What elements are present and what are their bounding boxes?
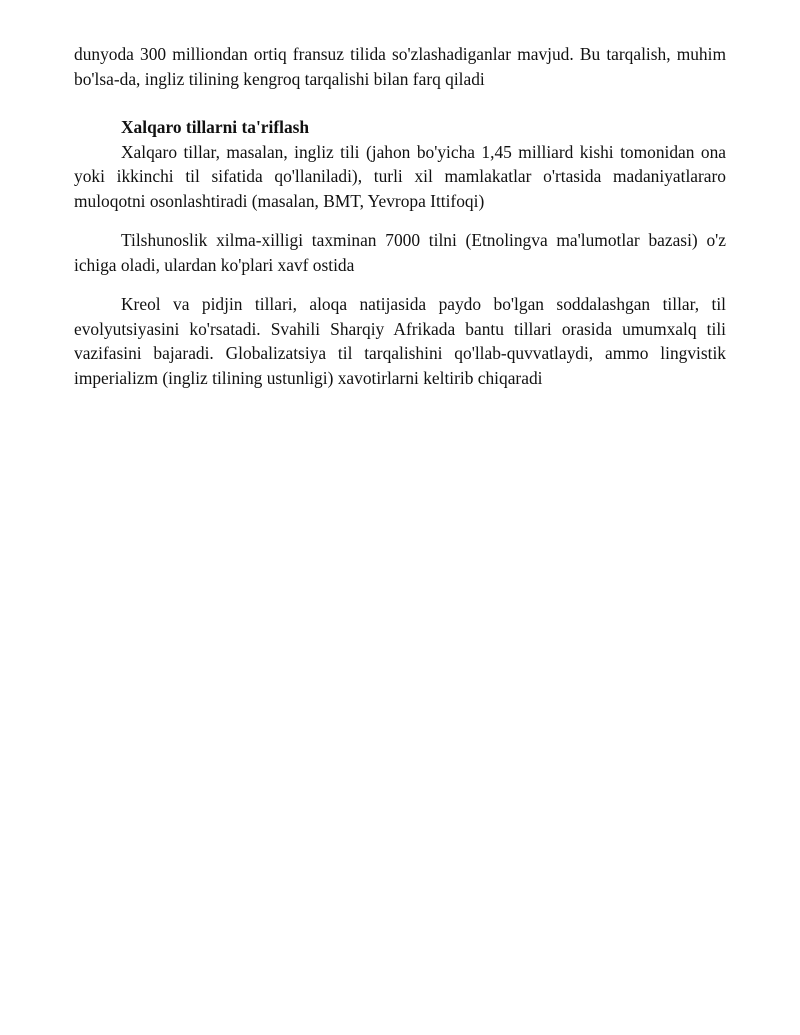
paragraph-linguistic-diversity: Tilshunoslik xilma-xilligi taxminan 7000 tilni (Etnolingva ma'lumotlar bazasi) o'z ichiga oladi, ulardan ko'plari xavf ostida (74, 230, 726, 275)
document-body (74, 42, 726, 390)
paragraph-creole-pidgin: Kreol va pidjin tillari, aloqa natijasida paydo bo'lgan soddalashgan tillar, til evolyutsiyasini ko'rsatadi. Svahili Sharqiy Afrikada bantu tillari orasida umumxalq tili vazifasini bajaradi. Globalizatsiya til tarqalishini qo'llab-quvvatlaydi, ammo lingvistik imperializm (ingliz tilining ustunligi) xavotirlarni keltirib chiqaradi (74, 294, 726, 388)
paragraph-continuation: dunyoda 300 milliondan ortiq fransuz tilida so'zlashadiganlar mavjud. Bu tarqalish, muhim bo'lsa-da, ingliz tilining kengroq tarqalishi bilan farq qiladi (74, 44, 726, 89)
paragraph-international-languages: Xalqaro tillar, masalan, ingliz tili (jahon bo'yicha 1,45 milliard kishi tomonidan ona yoki ikkinchi til sifatida qo'llaniladi), turli xil mamlakatlar o'rtasida madaniyatlararo muloqotni osonlashtiradi (masalan, BMT, Yevropa Ittifoqi) (74, 141, 726, 211)
section-heading: Xalqaro tillarni ta'riflash (121, 117, 310, 137)
